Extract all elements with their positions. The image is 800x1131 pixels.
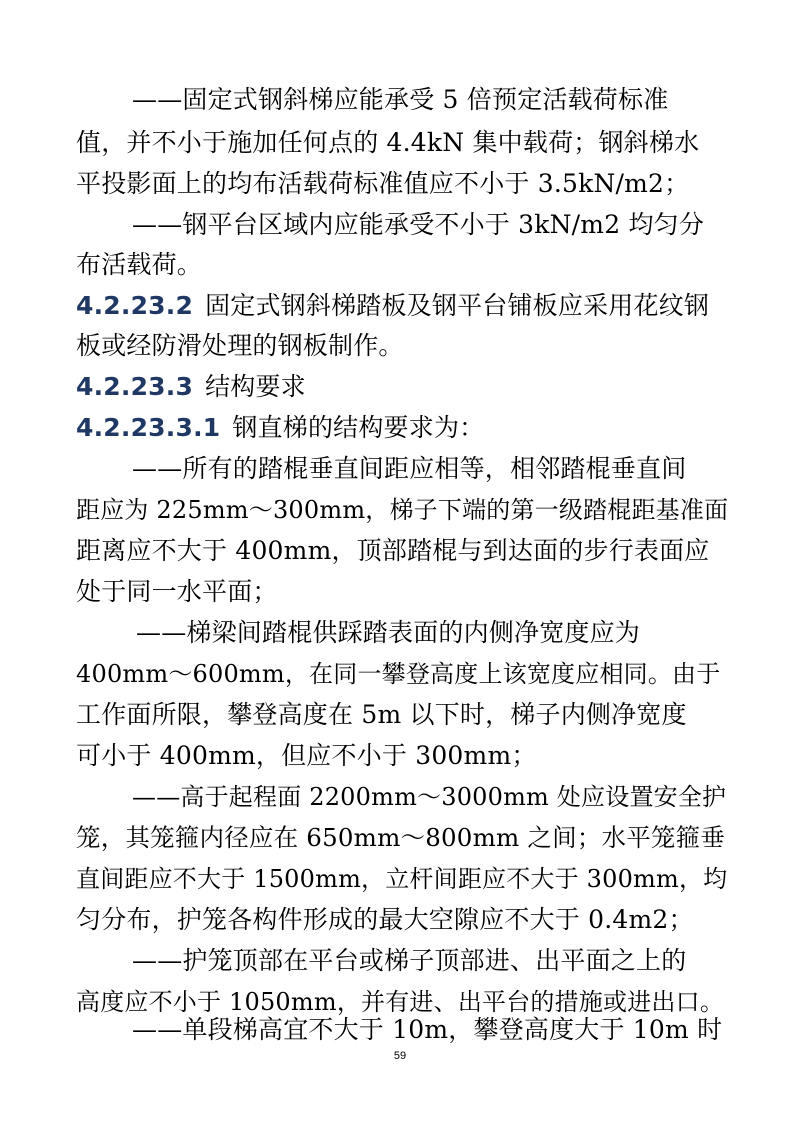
paragraph-line: ——单段梯高宜不大于 10m，攀登高度大于 10m 时 xyxy=(132,1015,723,1044)
section-number: 4.2.23.2 xyxy=(76,291,194,320)
paragraph-line: 直间距应不大于 1500mm，立杆间距应不大于 300mm，均 xyxy=(76,865,728,893)
paragraph-line: 平投影面上的均布活载荷标准值应不小于 3.5kN/m2； xyxy=(76,169,690,198)
section-text: 钢直梯的结构要求为： xyxy=(232,413,485,442)
section-text: 结构要求 xyxy=(205,372,306,401)
paragraph-line: ——梯梁间踏棍供踩踏表面的内侧净宽度应为 xyxy=(136,618,641,647)
paragraph-line: 处于同一水平面； xyxy=(76,577,278,606)
paragraph-line: 板或经防滑处理的钢板制作。 xyxy=(76,331,404,360)
paragraph-line: ——钢平台区域内应能承受不小于 3kN/m2 均匀分 xyxy=(132,210,705,239)
paragraph-line: 布活载荷。 xyxy=(76,250,203,279)
section-text: 固定式钢斜梯踏板及钢平台铺板应采用花纹钢 xyxy=(205,291,710,320)
section-number: 4.2.23.3.1 xyxy=(76,413,221,442)
paragraph-line: 距离应不大于 400mm，顶部踏棍与到达面的步行表面应 xyxy=(76,536,710,565)
paragraph-line: ——护笼顶部在平台或梯子顶部进、出平面之上的 xyxy=(132,946,687,975)
paragraph-line: ——所有的踏棍垂直间距应相等，相邻踏棍垂直间 xyxy=(132,454,687,483)
paragraph-line: 距应为 225mm～300mm，梯子下端的第一级踏棍距基准面 xyxy=(76,496,729,524)
paragraph-line: 匀分布，护笼各构件形成的最大空隙应不大于 0.4m2； xyxy=(76,905,694,934)
section-heading xyxy=(76,367,306,407)
paragraph-line: 工作面所限，攀登高度在 5m 以下时，梯子内侧净宽度 xyxy=(76,700,687,729)
paragraph-line: 400mm～600mm，在同一攀登高度上该宽度应相同。由于 xyxy=(76,660,721,688)
section-heading xyxy=(76,286,709,326)
paragraph-line: ——固定式钢斜梯应能承受 5 倍预定活载荷标准 xyxy=(132,85,669,114)
section-heading xyxy=(76,408,484,448)
page-number: 59 xyxy=(393,1050,407,1062)
paragraph-line: 笼，其笼箍内径应在 650mm～800mm 之间；水平笼箍垂 xyxy=(76,823,726,852)
paragraph-line: 值，并不小于施加任何点的 4.4kN 集中载荷；钢斜梯水 xyxy=(76,128,700,157)
paragraph-line: 高度应不小于 1050mm，并有进、出平台的措施或进出口。 xyxy=(76,988,725,1016)
section-number: 4.2.23.3 xyxy=(76,372,194,401)
paragraph-line: 可小于 400mm，但应不小于 300mm； xyxy=(76,741,537,770)
paragraph-line: ——高于起程面 2200mm～3000mm 处应设置安全护 xyxy=(132,783,727,811)
